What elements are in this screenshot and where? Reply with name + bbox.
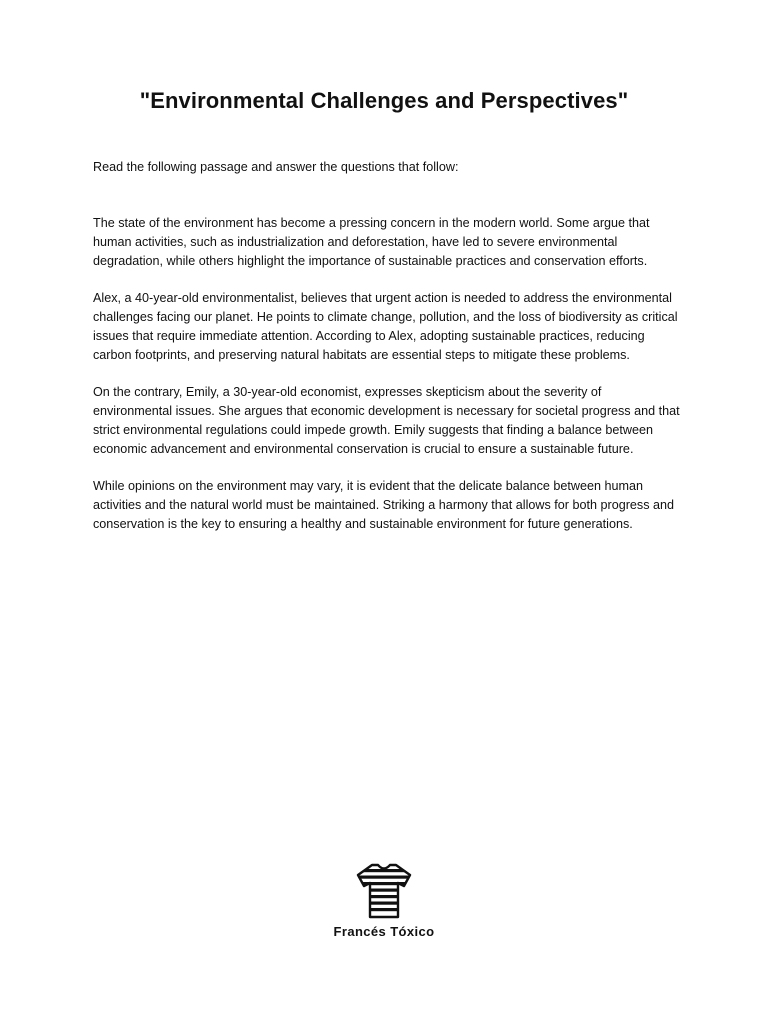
page-title: "Environmental Challenges and Perspectives"	[139, 88, 629, 113]
instructions: Read the following passage and answer the questions that follow:	[93, 160, 459, 174]
paragraph-intro: The state of the environment has become a pressing concern in the modern world. Some argue that human activities, such as industrialization and deforestation, have led to severe environmental degradation, while others highlight the importance of sustainable practices and conservation efforts.	[93, 216, 650, 268]
passage	[93, 214, 683, 552]
striped-shirt-icon	[0, 862, 768, 920]
paragraph-conclusion: While opinions on the environment may vary, it is evident that the delicate balance between human activities and the natural world must be maintained. Striking a harmony that allows for both progress and conservation is the key to ensuring a healthy and sustainable environment for future generations.	[93, 479, 675, 531]
paragraph-emily: On the contrary, Emily, a 30-year-old economist, expresses skepticism about the severity of environmental issues. She argues that economic development is necessary for societal progress and that strict environmental regulations could impede growth. Emily suggests that finding a balance between economic advancement and environmental conservation is crucial to ensure a sustainable future.	[93, 385, 680, 456]
brand-logo	[0, 862, 768, 939]
paragraph-alex: Alex, a 40-year-old environmentalist, believes that urgent action is needed to address the environmental challenges facing our planet. He points to climate change, pollution, and the loss of biodiversity as critical issues that require immediate attention. According to Alex, adopting sustainable practices, reducing carbon footprints, and preserving natural habitats are essential steps to mitigate these problems.	[93, 291, 678, 362]
brand-name: Francés Tóxico	[333, 924, 435, 939]
